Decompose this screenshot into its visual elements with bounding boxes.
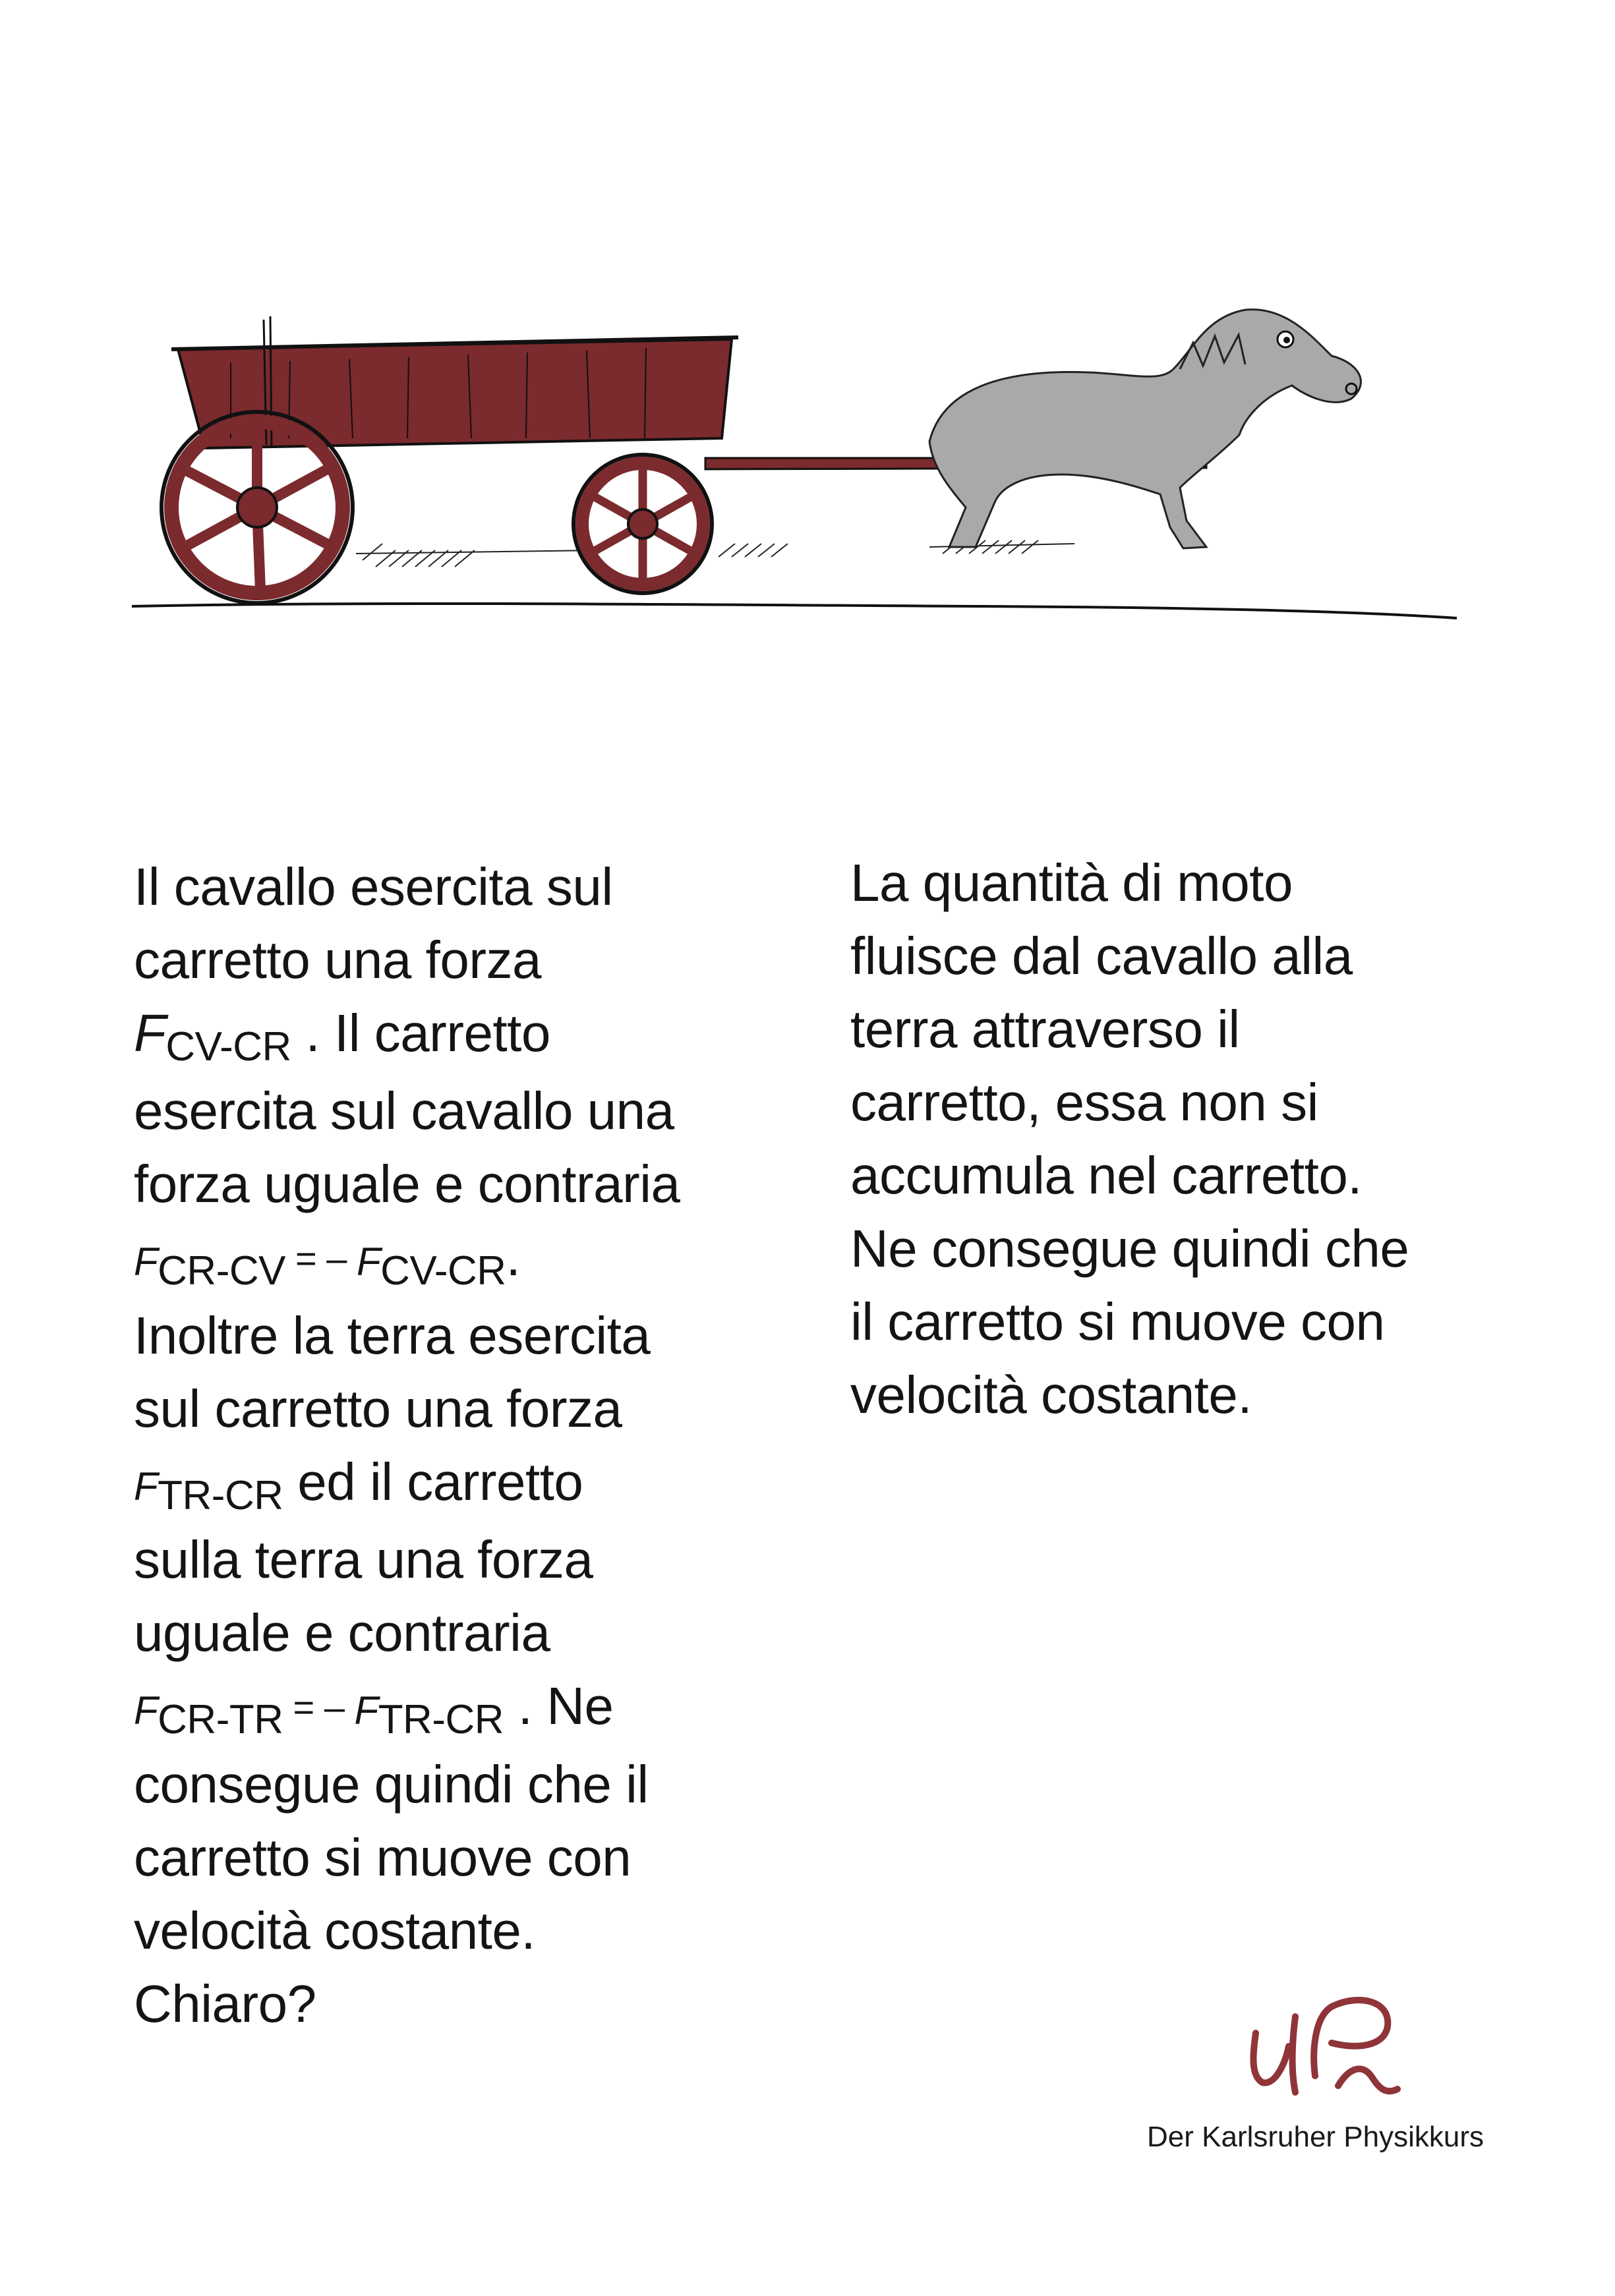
- text-line: carretto una forza: [134, 931, 541, 989]
- text-line: forza uguale e contraria: [134, 1155, 680, 1213]
- force-subscript: CV-CR: [165, 1024, 291, 1070]
- text-line: uguale e contraria: [134, 1603, 550, 1662]
- text-line: terra attraverso il: [850, 1000, 1240, 1058]
- force-symbol: F: [134, 1464, 158, 1508]
- text-line: sul carretto una forza: [134, 1379, 622, 1438]
- text-fragment: . Ne: [504, 1677, 614, 1735]
- force-subscript: TR-CR: [378, 1697, 504, 1742]
- text-line: velocità costante.: [850, 1365, 1252, 1424]
- text-line: consegue quindi che il: [134, 1755, 649, 1814]
- text-fragment: .: [506, 1228, 521, 1286]
- text-line: esercita sul cavallo una: [134, 1081, 674, 1140]
- ground-line: [132, 604, 1457, 618]
- horse-cart-illustration: [125, 277, 1483, 646]
- force-subscript: CR-TR: [158, 1697, 283, 1742]
- force-subscript: CV-CR: [380, 1248, 506, 1294]
- text-line: La quantità di moto: [850, 853, 1293, 912]
- text-line: carretto, essa non si: [850, 1073, 1318, 1132]
- right-text-column: [850, 846, 1510, 1431]
- text-line: carretto si muove con: [134, 1828, 631, 1887]
- force-symbol: F: [357, 1240, 381, 1284]
- force-subscript: TR-CR: [158, 1473, 283, 1518]
- formula-line: [134, 1669, 793, 1748]
- left-text-column: [134, 850, 793, 2040]
- text-line: Ne consegue quindi che: [850, 1219, 1409, 1278]
- formula-line: [134, 996, 793, 1074]
- text-line: Chiaro?: [134, 1974, 316, 2033]
- force-symbol: F: [134, 1004, 166, 1062]
- equals-minus: = –: [283, 1686, 355, 1728]
- text-line: sulla terra una forza: [134, 1530, 593, 1589]
- text-line: fluisce dal cavallo alla: [850, 927, 1353, 985]
- text-line: velocità costante.: [134, 1901, 536, 1960]
- text-fragment: . Il carretto: [291, 1004, 550, 1062]
- horse: [929, 310, 1361, 548]
- rear-wheel: [162, 412, 353, 603]
- brand-name: Der Karlsruher Physikkurs: [1147, 2121, 1484, 2153]
- text-line: Il cavallo esercita sul: [134, 857, 613, 916]
- text-line: il carretto si muove con: [850, 1292, 1385, 1351]
- force-symbol: F: [134, 1240, 158, 1284]
- force-subscript: CR-CV: [158, 1248, 285, 1294]
- force-symbol: F: [354, 1688, 378, 1733]
- formula-line: [134, 1220, 793, 1299]
- force-symbol: F: [134, 1688, 158, 1733]
- formula-line: [134, 1445, 793, 1523]
- kpk-logo: [1239, 1977, 1424, 2115]
- equals-minus: = –: [285, 1238, 357, 1279]
- text-line: accumula nel carretto.: [850, 1146, 1363, 1205]
- text-fragment: ed il carretto: [283, 1452, 583, 1511]
- text-line: Inoltre la terra esercita: [134, 1306, 651, 1365]
- front-wheel: [573, 455, 712, 593]
